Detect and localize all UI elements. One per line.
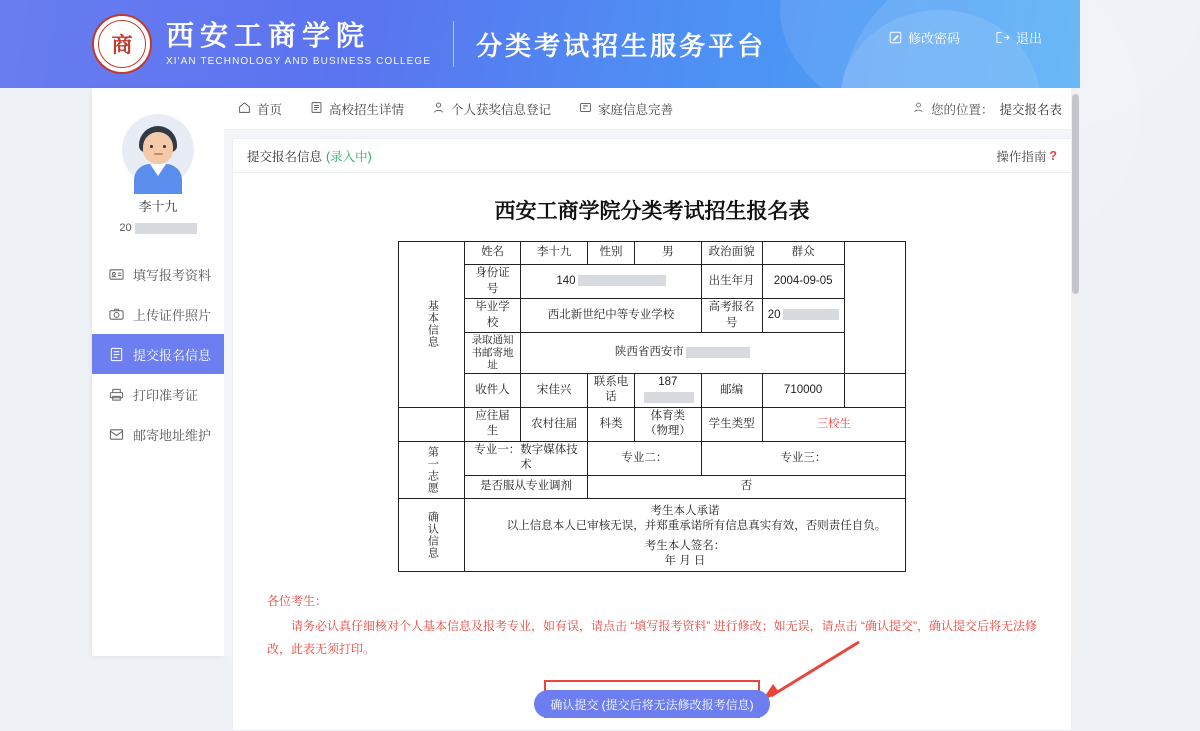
- cell-major2: 专业二：: [588, 441, 702, 475]
- nav-item-label: 首页: [257, 102, 283, 117]
- cell-school-label: 毕业学校: [465, 299, 521, 333]
- submit-zone: [233, 678, 1071, 730]
- sidebar-item-print-ticket[interactable]: [92, 374, 224, 414]
- person-icon: [912, 101, 925, 117]
- id-card-icon: [109, 267, 124, 282]
- top-nav: [224, 88, 1080, 130]
- sidebar-item-label: 打印准考证: [133, 387, 199, 403]
- cell-examno-label: 高考报名号: [701, 299, 762, 333]
- panel-header: [233, 139, 1071, 173]
- panel-status: (录入中): [326, 149, 372, 164]
- cell-gender-label: 性别: [588, 242, 635, 265]
- table-row: [399, 373, 906, 407]
- cell-obey-value: 否: [588, 475, 906, 498]
- cell-id-value: 140: [521, 265, 702, 299]
- cell-political-label: 政治面貌: [701, 242, 762, 265]
- logout-button[interactable]: [996, 28, 1042, 47]
- breadcrumb-prefix: 您的位置：: [930, 102, 994, 117]
- form-title: 西安工商学院分类考试招生报名表: [494, 198, 810, 223]
- confirm-submit-button[interactable]: 确认提交 (提交后将无法修改报考信息): [534, 690, 769, 718]
- table-row: [399, 299, 906, 333]
- panel-title: 提交报名信息: [247, 149, 323, 164]
- user-profile: [92, 88, 224, 234]
- table-row: [399, 242, 906, 265]
- cell-political-value: 群众: [762, 242, 844, 265]
- cell-mailaddr-label: 录取通知书邮寄地址: [465, 333, 521, 374]
- section-first-wish: 第一志愿: [399, 441, 465, 498]
- cell-postcode-value: 710000: [762, 373, 844, 407]
- user-name: 李十九: [138, 199, 178, 214]
- cell-major1: 专业一：数字媒体技术: [465, 441, 588, 475]
- table-row: [399, 265, 906, 299]
- nav-item-family-info[interactable]: [579, 100, 673, 118]
- app-header: [0, 0, 1080, 88]
- sign-label: 考生本人签名：: [644, 539, 726, 552]
- user-id: [119, 222, 196, 234]
- pointer-arrow-icon: [755, 636, 865, 706]
- school-name-block: [166, 21, 431, 67]
- cell-receiver-value: 宋佳兴: [521, 373, 588, 407]
- camera-icon: [109, 307, 124, 322]
- mail-icon: [109, 427, 124, 442]
- notice-title: 各位考生：: [267, 594, 328, 608]
- nav-item-home[interactable]: [238, 100, 282, 118]
- operation-guide-label: 操作指南: [996, 149, 1047, 164]
- sidebar-item-upload-photo[interactable]: [92, 294, 224, 334]
- help-icon: ?: [1049, 148, 1057, 163]
- sidebar-item-submit-application[interactable]: [92, 334, 224, 374]
- cell-id-label: 身份证号: [465, 265, 521, 299]
- operation-guide-link[interactable]: [996, 147, 1057, 165]
- avatar: [122, 114, 194, 186]
- table-row: [399, 475, 906, 498]
- promise-title: 考生本人承诺: [650, 504, 720, 517]
- nav-item-awards[interactable]: [432, 100, 551, 118]
- sidebar-item-label: 上传证件照片: [133, 307, 212, 323]
- nav-item-school-detail[interactable]: [310, 100, 404, 118]
- cell-birth-value: 2004-09-05: [762, 265, 844, 299]
- cell-gender-value: 男: [634, 242, 701, 265]
- change-password-label: 修改密码: [907, 31, 960, 46]
- cell-phone-value: 187: [634, 373, 701, 407]
- cell-category-value: 体育类（物理）: [634, 407, 701, 441]
- cell-major3: 专业三：: [701, 441, 905, 475]
- table-row: [399, 333, 906, 374]
- scrollbar-thumb[interactable]: [1072, 94, 1079, 294]
- cell-photo-box: [844, 242, 905, 374]
- nav-item-label: 家庭信息完善: [598, 102, 674, 117]
- section-confirm-info: 确认信息: [399, 498, 465, 571]
- sidebar-item-label: 提交报名信息: [133, 347, 212, 363]
- header-divider: [453, 21, 454, 67]
- cell-spacer-1: [844, 373, 905, 407]
- cell-category-label: 科类: [588, 407, 635, 441]
- section-basic-info: 基本信息: [399, 242, 465, 408]
- cell-fresh-label: 应往届生: [465, 407, 521, 441]
- school-icon: [310, 101, 323, 117]
- nav-item-label: 个人获奖信息登记: [451, 102, 552, 117]
- cell-promise: [465, 498, 906, 571]
- form-icon: [109, 347, 124, 362]
- table-row: [399, 498, 906, 571]
- main-content: [224, 88, 1080, 712]
- user-id-masked: [135, 223, 197, 234]
- cell-phone-label: 联系电话: [588, 373, 635, 407]
- sign-date-label: 年 月 日: [664, 555, 706, 568]
- school-seal-icon: [92, 14, 152, 74]
- cell-mailaddr-value: 陕西省西安市: [521, 333, 845, 374]
- cell-studenttype-value: 三校生: [762, 407, 905, 441]
- sidebar-item-mail-address[interactable]: [92, 414, 224, 454]
- school-name-en: XI'AN TECHNOLOGY AND BUSINESS COLLEGE: [166, 55, 432, 67]
- edit-icon: [889, 31, 902, 44]
- sidebar-item-label: 填写报考资料: [133, 267, 212, 283]
- breadcrumb-current: 提交报名表: [999, 102, 1062, 117]
- cell-receiver-label: 收件人: [465, 373, 521, 407]
- application-form-table-wrap: [233, 241, 1071, 572]
- change-password-button[interactable]: [889, 28, 960, 47]
- application-form-table: [398, 241, 906, 572]
- notice-body: 请务必认真仔细核对个人基本信息及报考专业，如有误，请点击 “填写报考资料” 进行修改；如无误，请点击 “确认提交”，确认提交后将无法修改，此表无须打印。: [267, 618, 1037, 656]
- user-id-prefix: 20: [119, 222, 132, 234]
- family-icon: [579, 101, 592, 117]
- cell-name-label: 姓名: [465, 242, 521, 265]
- cell-birth-label: 出生年月: [701, 265, 762, 299]
- sidebar-item-fill-application[interactable]: [92, 254, 224, 294]
- school-name-cn: 西安工商学院: [166, 19, 371, 53]
- cell-obey-label: 是否服从专业调剂: [465, 475, 588, 498]
- content-panel: [232, 138, 1072, 731]
- nav-item-label: 高校招生详情: [329, 102, 405, 117]
- user-icon: [432, 101, 445, 117]
- notice-block: [267, 590, 1037, 660]
- cell-studenttype-label: 学生类型: [701, 407, 762, 441]
- home-icon: [238, 101, 251, 117]
- brand-logo: [92, 8, 766, 80]
- breadcrumb: [912, 100, 1062, 118]
- printer-icon: [109, 387, 124, 402]
- logout-icon: [996, 31, 1010, 44]
- section-basic-info-cont: [399, 407, 465, 441]
- cell-name-value: 李十九: [521, 242, 588, 265]
- promise-body: 以上信息本人已审核无误，并郑重承诺所有信息真实有效，否则责任自负。: [506, 520, 887, 533]
- platform-title: 分类考试招生服务平台: [476, 30, 767, 61]
- cell-fresh-value: 农村往届: [521, 407, 588, 441]
- header-actions: [889, 28, 1042, 47]
- sidebar: [92, 88, 224, 656]
- table-row: [399, 407, 906, 441]
- cell-school-value: 西北新世纪中等专业学校: [521, 299, 702, 333]
- sidebar-item-label: 邮寄地址维护: [133, 427, 212, 443]
- table-row: [399, 441, 906, 475]
- seal-char: 商: [111, 32, 133, 57]
- logout-label: 退出: [1015, 31, 1042, 46]
- cell-examno-value: 20: [762, 299, 844, 333]
- page-scrollbar[interactable]: [1071, 88, 1080, 656]
- cell-postcode-label: 邮编: [701, 373, 762, 407]
- sidebar-menu: [92, 254, 224, 454]
